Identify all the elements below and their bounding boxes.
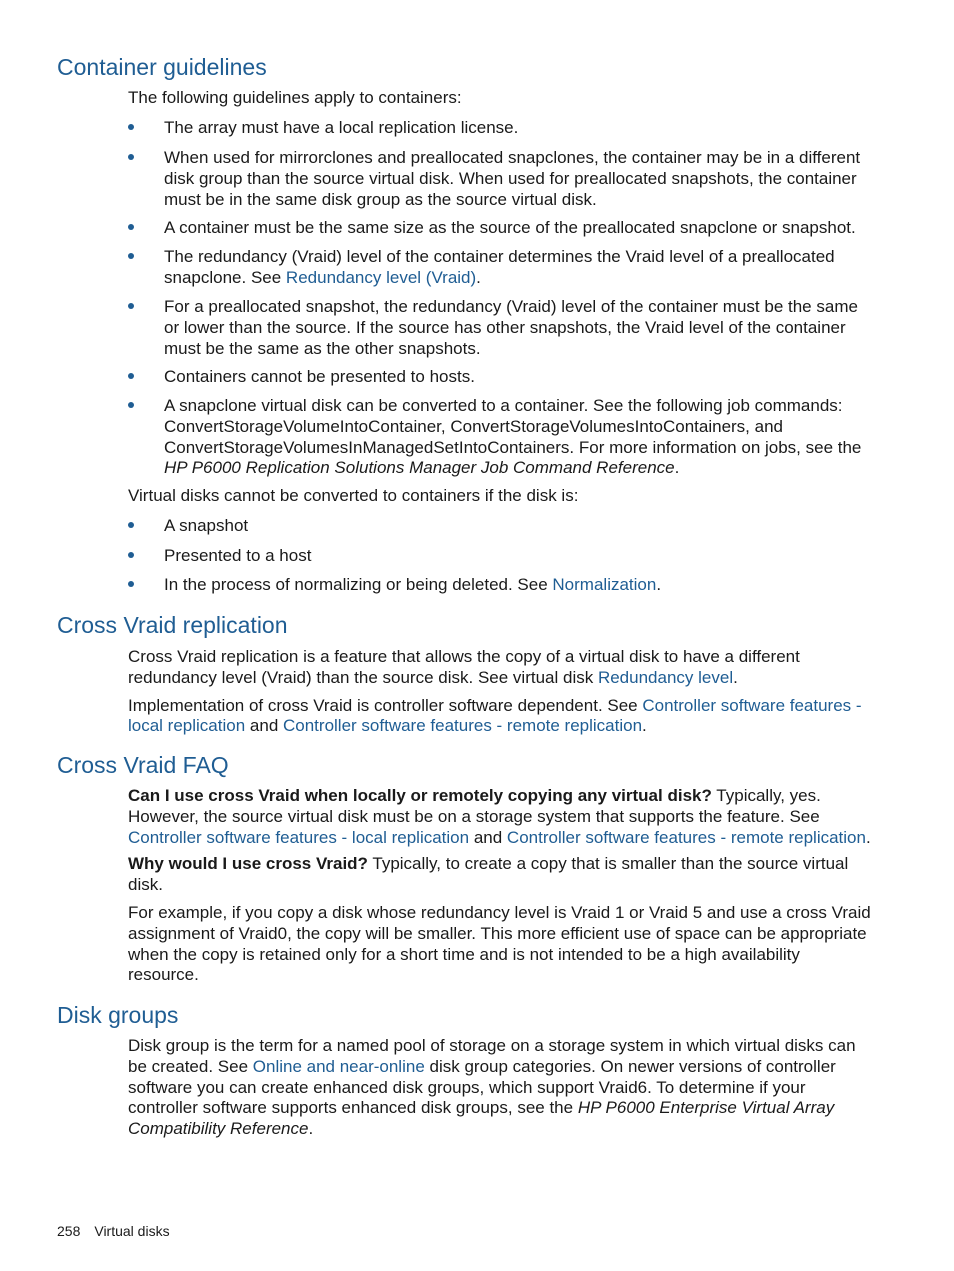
bullet-icon bbox=[128, 124, 134, 130]
container-intro: The following guidelines apply to containers: bbox=[128, 88, 462, 107]
heading-disk-groups: Disk groups bbox=[57, 1002, 179, 1028]
bullet-icon bbox=[128, 303, 134, 309]
faq-answer-2: Why would I use cross Vraid? Typically, to create a copy that is smaller than the source virtual disk. bbox=[128, 854, 849, 895]
link-controller-remote-replication[interactable]: Controller software features - remote replication bbox=[506, 827, 866, 847]
footer-section-title: Virtual disks bbox=[94, 1223, 170, 1239]
link-redundancy-level-vraid[interactable]: Redundancy level (Vraid) bbox=[285, 267, 477, 287]
faq-question-2: Why would I use cross Vraid? bbox=[128, 854, 368, 874]
heading-cross-vraid-faq: Cross Vraid FAQ bbox=[57, 752, 229, 778]
cannot-convert-intro: Virtual disks cannot be converted to containers if the disk is: bbox=[128, 486, 579, 505]
cross-vraid-paragraph-1: Cross Vraid replication is a feature that allows the copy of a virtual disk to have a different redundancy level (Vraid) than the source disk. See virtual disk Redundancy level. bbox=[128, 647, 800, 687]
faq-body bbox=[128, 786, 873, 986]
cross-vraid-paragraph-2: Implementation of cross Vraid is controller software dependent. See Controller software features - local replication and Controller software features - remote replication. bbox=[128, 695, 862, 736]
disk-groups-body: Disk group is the term for a named pool of storage on a storage system in which virtual disks can be created. See Online and near-online disk group categories. On newer versions of controller software you can create enhanced disk groups, which support Vraid6. To determine if your controller software supports enhanced disk groups, see the HP P6000 Enterprise Virtual Array Compatibility Reference. bbox=[128, 1036, 856, 1139]
faq-question-1: Can I use cross Vraid when locally or remotely copying any virtual disk? bbox=[128, 786, 712, 805]
bullet-icon bbox=[128, 154, 134, 160]
heading-cross-vraid-replication: Cross Vraid replication bbox=[57, 612, 288, 638]
link-online-near-online[interactable]: Online and near-online bbox=[252, 1056, 425, 1076]
bullet-icon bbox=[128, 581, 134, 587]
faq-answer-1: Can I use cross Vraid when locally or remotely copying any virtual disk? Typically, yes. However, the source virtual disk must be on a storage system that supports the feature. See Controller software features - local replication and Controller software features - remote replication. bbox=[128, 786, 871, 847]
bullet-icon bbox=[128, 522, 134, 528]
cross-vraid-body bbox=[128, 647, 873, 737]
bullet-icon bbox=[128, 373, 134, 379]
link-controller-remote-replication[interactable]: Controller software features - remote replication bbox=[283, 716, 643, 736]
link-controller-local-replication[interactable]: Controller software features - local replication bbox=[128, 827, 470, 847]
page-footer bbox=[57, 1222, 170, 1240]
link-redundancy-level[interactable]: Redundancy level bbox=[597, 667, 734, 687]
faq-paragraph-3: For example, if you copy a disk whose redundancy level is Vraid 1 or Vraid 5 and use a cross Vraid assignment of Vraid0, the copy will be smaller. This more efficient use of space can be appropriate when the copy is retained only for a short time and is not intended to be a high availability resource. bbox=[128, 902, 871, 985]
bullet-icon bbox=[128, 253, 134, 259]
bullet-icon bbox=[128, 552, 134, 558]
page-number: 258 bbox=[57, 1223, 81, 1239]
link-normalization[interactable]: Normalization bbox=[552, 575, 657, 594]
bullet-icon bbox=[128, 224, 134, 230]
link-controller-local-replication[interactable]: Controller software features - local replication bbox=[128, 695, 862, 736]
bullet-icon bbox=[128, 402, 134, 408]
heading-container-guidelines: Container guidelines bbox=[57, 54, 267, 80]
document-page: Container guidelines The following guidelines apply to containers: The array must have a local replication license. When used for mirrorclones and preallocated snapclones, the container may be in a different disk group than the source virtual disk. When used for preallocated snapshots, the container must be in the same disk group as the source virtual disk. A container must be the same size as the source of the preallocated snapclone or snapshot. The redundancy (Vraid) level of the container determines the Vraid level of a preallocated snapclone. See Redundancy level (Vraid). For a preallocated snapshot, the redundancy (Vraid) level of the container must be the same or lower than the source. If the source has other snapshots, the Vraid level of the container must be the same as the other snapshots. Containers cannot be presented to hosts. A snapclone virtual disk can be converted to a container. See the following job commands: ConvertStorageVolumeIntoContainer, ConvertStorageVolumesIntoContainers, and ConvertStorageVolumesInManagedSetIntoContainers. For more information on jobs, see the HP P6000 Replication Solutions Manager Job Command Reference. Virtual disks cannot be converted to containers if the disk is: A snapshot Presented to a host In the process of normalizing or being deleted. See Normalization. Cross Vraid replication Cross Vraid replication is a feature that allows the copy of a virtual disk to have a different redundancy level (Vraid) than the source disk. See virtual disk Redundancy level. Implementation of cross Vraid is controller software dependent. See Controller software features - local replication and Controller software features - remote replication. Cross Vraid FAQ Can I use cross Vraid when locally or remotely copying any virtual disk? Typically, yes. However, the source virtual disk must be on a storage system that supports the feature. See Controller software features - local replication and Controller software features - remote replication. Why would I use cross Vraid? Typically, to create a copy that is smaller than the source virtual disk. For example, if you copy a disk whose redundancy level is Vraid 1 or Vraid 5 and use a cross Vraid assignment of Vraid0, the copy will be smaller. This more efficient use of space can be appropriate when the copy is retained only for a short time and is not intended to be a high availability resource. Disk groups Disk group is the term for a named pool of storage on a storage system in which virtual disks can be created. See Online and near-online disk group categories. On newer versions of controller software you can create enhanced disk groups, which support Vraid6. To determine if your controller software supports enhanced disk groups, see the HP P6000 Enterprise Virtual Array Compatibility Reference. 258 Virtual disks bbox=[0, 0, 954, 1271]
